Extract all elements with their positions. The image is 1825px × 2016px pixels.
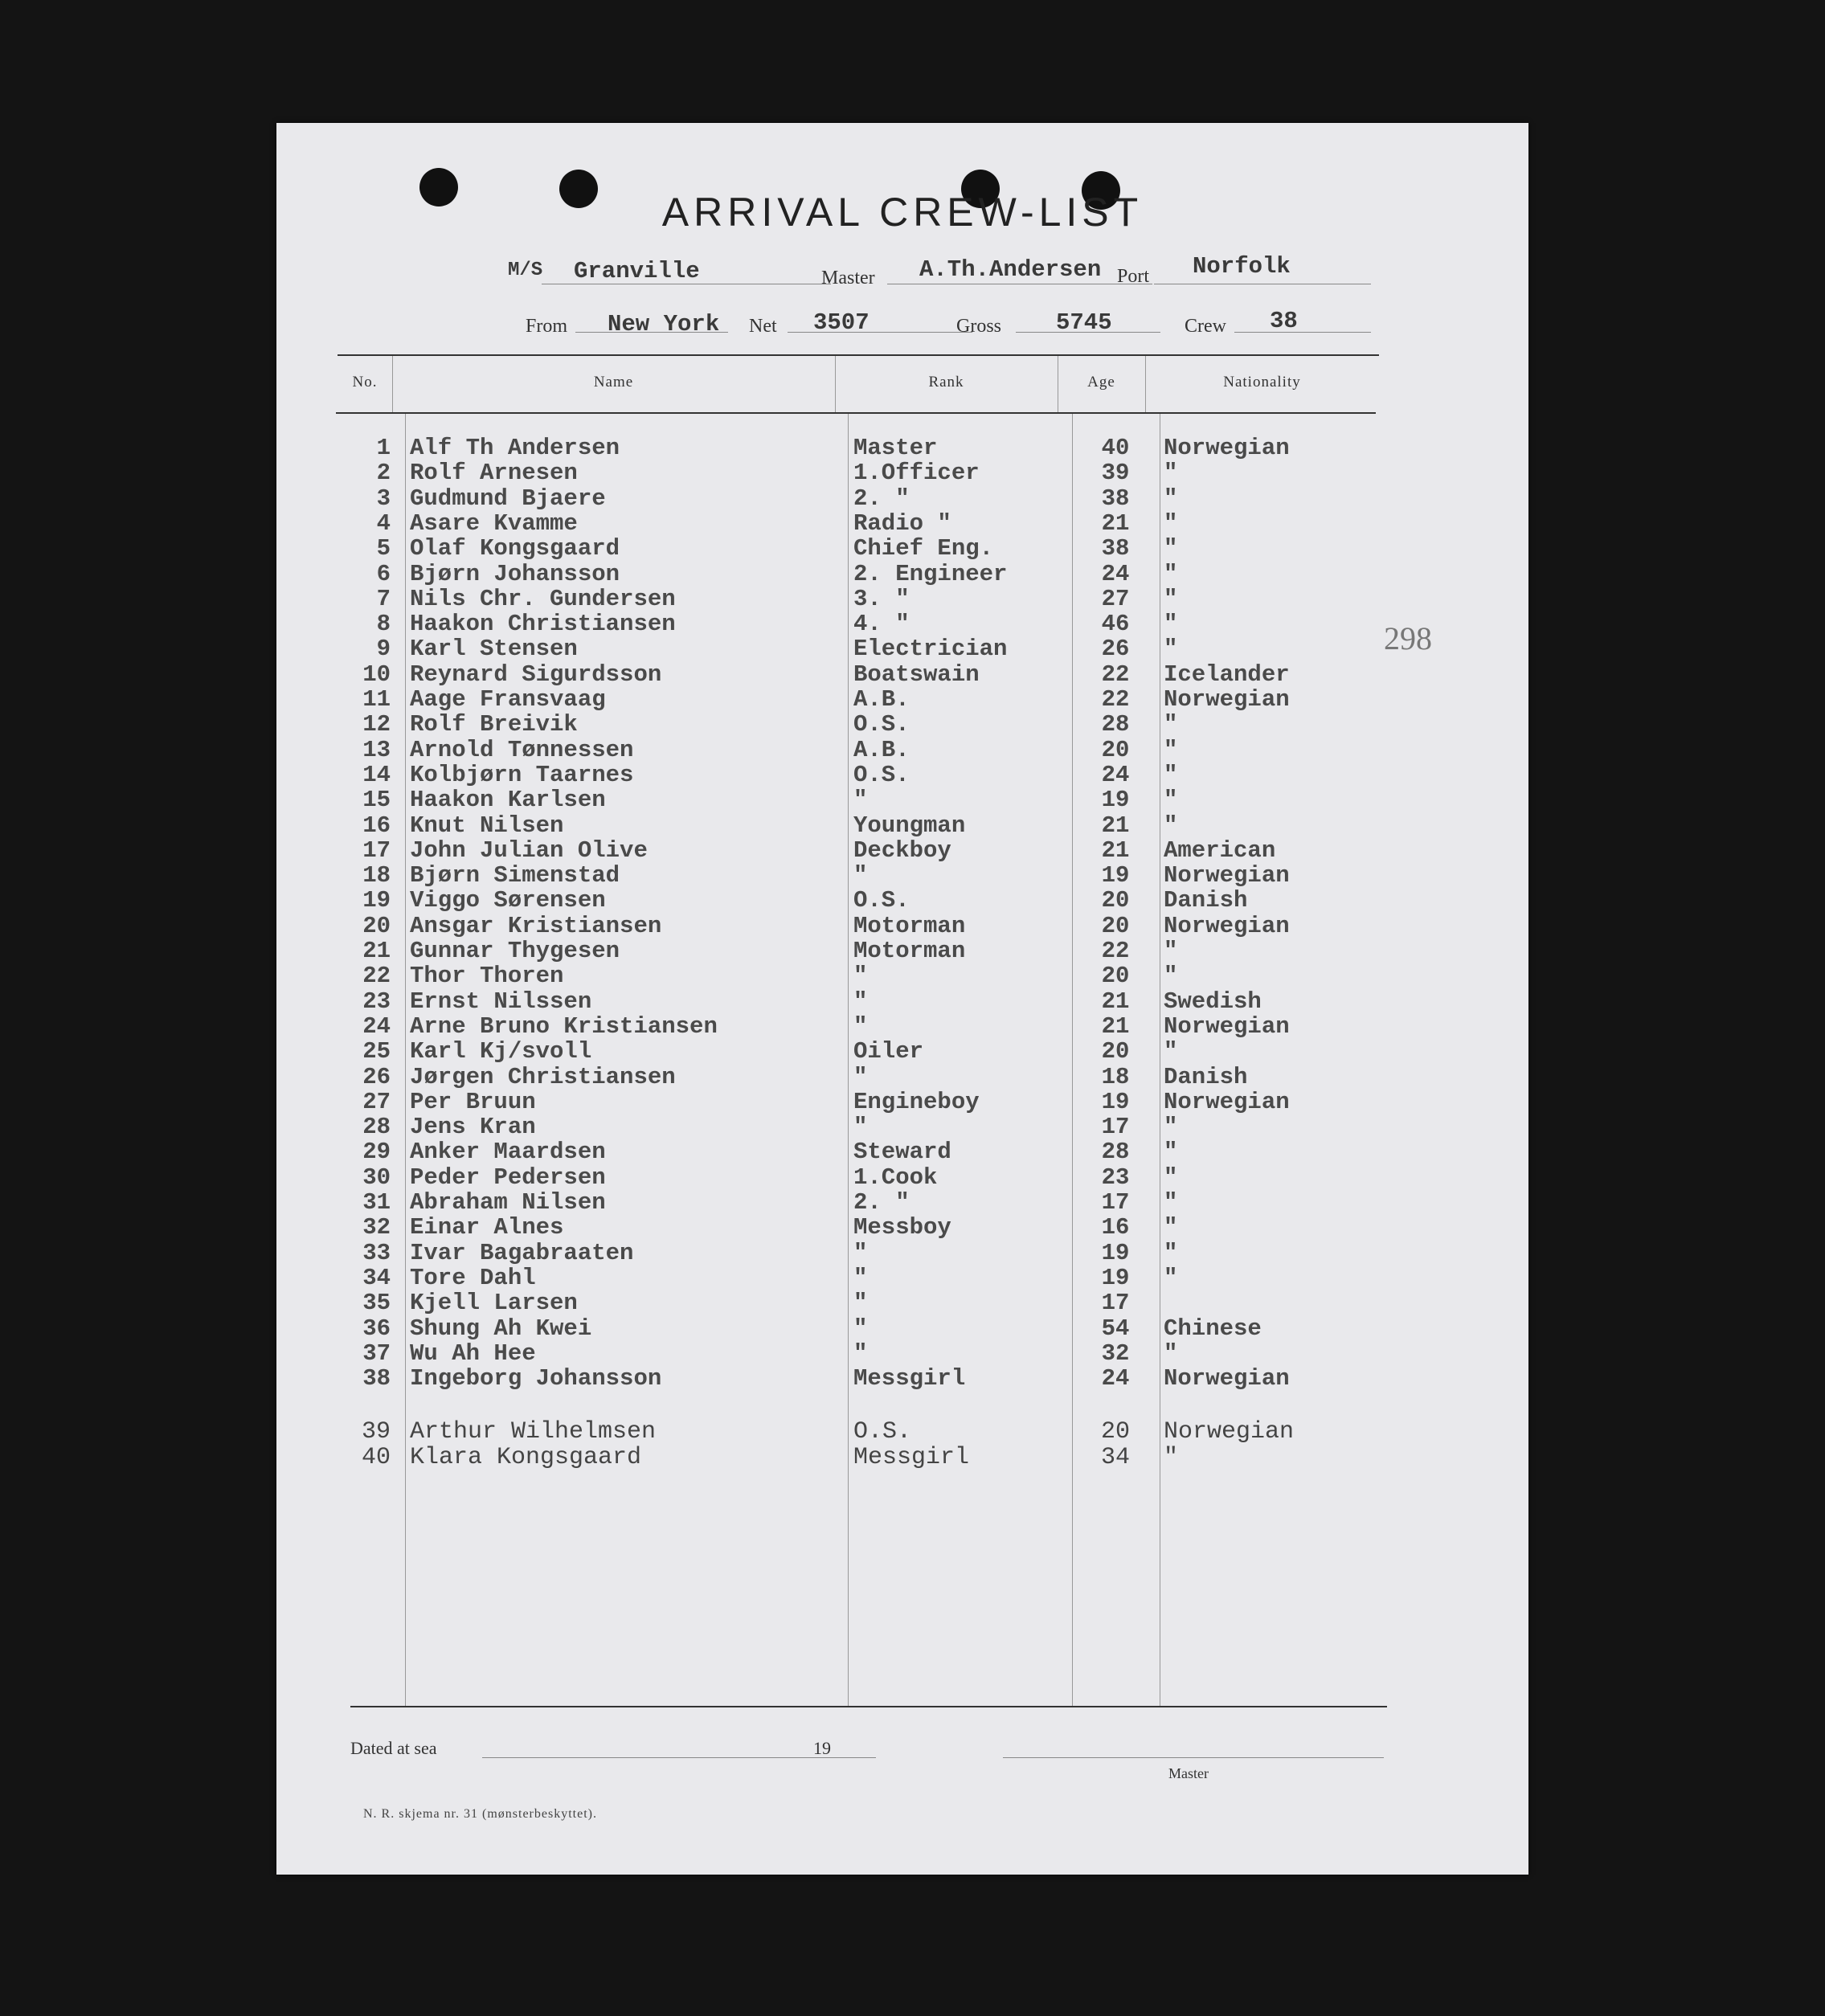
- column-header-rank: Rank: [928, 374, 964, 391]
- cell-nat: ": [1164, 1340, 1178, 1367]
- cell-no: 30: [362, 1164, 391, 1191]
- cell-rank: Messboy: [853, 1214, 951, 1241]
- cell-rank: A.B.: [853, 737, 910, 763]
- cell-name: Wu Ah Hee: [410, 1340, 536, 1367]
- cell-rank: O.S.: [853, 1418, 912, 1446]
- cell-name: Klara Kongsgaard: [410, 1444, 642, 1471]
- cell-nat: ": [1164, 561, 1178, 587]
- cell-no: 4: [376, 510, 391, 537]
- cell-rank: O.S.: [853, 711, 910, 738]
- cell-name: Gudmund Bjaere: [410, 485, 606, 512]
- cell-no: 23: [362, 988, 391, 1015]
- cell-age: 21: [1101, 988, 1130, 1015]
- cell-rank: 2. Engineer: [853, 561, 1008, 587]
- cell-no: 25: [362, 1038, 391, 1065]
- cell-age: 24: [1101, 561, 1130, 587]
- cell-nat: ": [1164, 1240, 1178, 1266]
- cell-name: Haakon Karlsen: [410, 787, 606, 813]
- cell-name: Per Bruun: [410, 1089, 536, 1115]
- cell-name: Anker Maardsen: [410, 1139, 606, 1165]
- cell-name: Shung Ah Kwei: [410, 1315, 592, 1342]
- cell-rank: ": [853, 862, 868, 889]
- cell-name: Alf Th Andersen: [410, 435, 620, 461]
- cell-nat: ": [1164, 611, 1178, 637]
- cell-rank: ": [853, 1114, 868, 1140]
- column-header-age: Age: [1087, 374, 1115, 391]
- cell-age: 23: [1101, 1164, 1130, 1191]
- cell-no: 39: [361, 1418, 391, 1446]
- cell-nat: ": [1164, 510, 1178, 537]
- cell-rank: 2. ": [853, 1189, 910, 1216]
- cell-age: 19: [1101, 1265, 1130, 1291]
- cell-no: 34: [362, 1265, 391, 1291]
- cell-no: 3: [376, 485, 391, 512]
- cell-rank: Engineboy: [853, 1089, 980, 1115]
- column-header-name: Name: [593, 374, 634, 391]
- page-stamp-number: 298: [1384, 620, 1432, 656]
- cell-name: Ivar Bagabraaten: [410, 1240, 634, 1266]
- cell-rank: A.B.: [853, 686, 910, 713]
- cell-rank: Youngman: [853, 812, 966, 839]
- cell-nat: ": [1164, 762, 1178, 788]
- cell-age: 20: [1101, 1038, 1130, 1065]
- column-divider: [1072, 414, 1073, 1706]
- form-title: ARRIVAL CREW-LIST: [661, 190, 1144, 235]
- cell-rank: Steward: [853, 1139, 951, 1165]
- cell-nat: Norwegian: [1164, 1089, 1290, 1115]
- cell-name: Abraham Nilsen: [410, 1189, 606, 1216]
- crew-list-form: [276, 123, 1528, 1875]
- net-tonnage: 3507: [813, 309, 870, 336]
- cell-age: 22: [1101, 938, 1130, 964]
- cell-nat: Norwegian: [1164, 435, 1290, 461]
- year-prefix: 19: [813, 1738, 831, 1758]
- cell-no: 20: [362, 913, 391, 939]
- cell-name: Arthur Wilhelmsen: [410, 1418, 657, 1446]
- cell-rank: O.S.: [853, 887, 910, 914]
- cell-no: 1: [376, 435, 391, 461]
- cell-name: Karl Stensen: [410, 636, 578, 662]
- cell-name: Olaf Kongsgaard: [410, 535, 620, 562]
- cell-nat: Danish: [1164, 887, 1248, 914]
- master-name: A.Th.Andersen: [919, 256, 1102, 283]
- cell-rank: ": [853, 1315, 868, 1342]
- cell-name: Gunnar Thygesen: [410, 938, 620, 964]
- cell-no: 32: [362, 1214, 391, 1241]
- cell-age: 46: [1101, 611, 1130, 637]
- cell-name: Ingeborg Johansson: [410, 1365, 662, 1392]
- cell-no: 35: [362, 1290, 391, 1316]
- cell-age: 21: [1101, 1013, 1130, 1040]
- cell-name: Ernst Nilssen: [410, 988, 592, 1015]
- cell-no: 18: [362, 862, 391, 889]
- cell-rank: ": [853, 1340, 868, 1367]
- cell-age: 28: [1101, 711, 1130, 738]
- cell-no: 16: [362, 812, 391, 839]
- cell-age: 19: [1101, 1240, 1130, 1266]
- cell-nat: ": [1164, 460, 1178, 486]
- signature-line: [1003, 1757, 1384, 1758]
- cell-age: 38: [1101, 485, 1130, 512]
- cell-age: 34: [1100, 1444, 1130, 1471]
- cell-name: Bjørn Simenstad: [410, 862, 620, 889]
- column-divider: [405, 414, 406, 1706]
- cell-no: 19: [362, 887, 391, 914]
- cell-nat: Norwegian: [1164, 913, 1290, 939]
- cell-no: 40: [361, 1444, 391, 1471]
- cell-rank: Chief Eng.: [853, 535, 994, 562]
- cell-nat: Norwegian: [1164, 686, 1290, 713]
- cell-nat: ": [1164, 1139, 1178, 1165]
- cell-no: 33: [362, 1240, 391, 1266]
- cell-nat: ": [1164, 1114, 1178, 1140]
- cell-rank: ": [853, 1265, 868, 1291]
- cell-nat: Icelander: [1164, 661, 1290, 688]
- cell-no: 22: [362, 963, 391, 989]
- cell-age: 20: [1101, 963, 1130, 989]
- crew-count: 38: [1270, 308, 1298, 334]
- cell-name: John Julian Olive: [410, 837, 648, 864]
- cell-rank: ": [853, 963, 868, 989]
- cell-age: 21: [1101, 812, 1130, 839]
- cell-nat: ": [1164, 787, 1178, 813]
- from-label: From: [526, 316, 568, 337]
- cell-no: 37: [362, 1340, 391, 1367]
- cell-rank: O.S.: [853, 762, 910, 788]
- cell-no: 38: [362, 1365, 391, 1392]
- cell-no: 17: [362, 837, 391, 864]
- cell-rank: ": [853, 1064, 868, 1090]
- cell-name: Arne Bruno Kristiansen: [410, 1013, 718, 1040]
- cell-no: 31: [362, 1189, 391, 1216]
- cell-nat: Chinese: [1164, 1315, 1262, 1342]
- cell-age: 20: [1101, 913, 1130, 939]
- vessel-name: Granville: [574, 258, 700, 284]
- cell-rank: 1.Cook: [853, 1164, 938, 1191]
- cell-rank: 3. ": [853, 586, 910, 612]
- table-top-rule: [338, 354, 1379, 356]
- cell-rank: ": [853, 1240, 868, 1266]
- vessel-prefix: M/S: [508, 260, 543, 281]
- cell-rank: Messgirl: [853, 1444, 970, 1471]
- cell-rank: ": [853, 1290, 868, 1316]
- cell-nat: Danish: [1164, 1064, 1248, 1090]
- cell-no: 26: [362, 1064, 391, 1090]
- cell-rank: Master: [853, 435, 938, 461]
- cell-age: 17: [1101, 1290, 1130, 1316]
- cell-nat: Norwegian: [1164, 862, 1290, 889]
- column-header-no: No.: [352, 374, 378, 391]
- table-header-rule: [336, 412, 1376, 414]
- cell-name: Peder Pedersen: [410, 1164, 606, 1191]
- cell-name: Haakon Christiansen: [410, 611, 676, 637]
- cell-age: 22: [1101, 686, 1130, 713]
- cell-age: 19: [1101, 787, 1130, 813]
- cell-nat: ": [1164, 1444, 1179, 1471]
- cell-rank: 2. ": [853, 485, 910, 512]
- cell-age: 19: [1101, 1089, 1130, 1115]
- cell-name: Asare Kvamme: [410, 510, 578, 537]
- table-bottom-rule: [350, 1706, 1387, 1707]
- cell-rank: Motorman: [853, 913, 966, 939]
- cell-age: 54: [1101, 1315, 1130, 1342]
- cell-name: Karl Kj/svoll: [410, 1038, 592, 1065]
- cell-nat: ": [1164, 1164, 1178, 1191]
- cell-no: 5: [376, 535, 391, 562]
- cell-nat: Swedish: [1164, 988, 1262, 1015]
- cell-nat: ": [1164, 1265, 1178, 1291]
- cell-rank: Oiler: [853, 1038, 924, 1065]
- cell-name: Einar Alnes: [410, 1214, 564, 1241]
- cell-age: 40: [1101, 435, 1130, 461]
- cell-nat: ": [1164, 1189, 1178, 1216]
- column-header-nationality: Nationality: [1223, 374, 1301, 391]
- cell-age: 28: [1101, 1139, 1130, 1165]
- from-port: New York: [608, 311, 720, 337]
- cell-nat: ": [1164, 938, 1178, 964]
- cell-name: Rolf Arnesen: [410, 460, 578, 486]
- cell-no: 9: [376, 636, 391, 662]
- cell-no: 15: [362, 787, 391, 813]
- cell-rank: Boatswain: [853, 661, 980, 688]
- cell-age: 16: [1101, 1214, 1130, 1241]
- cell-name: Jørgen Christiansen: [410, 1064, 676, 1090]
- cell-age: 20: [1101, 887, 1130, 914]
- dated-at-sea-label: Dated at sea: [350, 1738, 437, 1758]
- cell-name: Kolbjørn Taarnes: [410, 762, 634, 788]
- cell-age: 17: [1101, 1189, 1130, 1216]
- cell-no: 14: [362, 762, 391, 788]
- cell-name: Reynard Sigurdsson: [410, 661, 662, 688]
- master-label: Master: [821, 268, 875, 288]
- cell-nat: ": [1164, 963, 1178, 989]
- cell-rank: Messgirl: [853, 1365, 966, 1392]
- cell-name: Rolf Breivik: [410, 711, 578, 738]
- cell-age: 21: [1101, 510, 1130, 537]
- form-reference-note: N. R. skjema nr. 31 (mønsterbeskyttet).: [363, 1807, 597, 1821]
- cell-nat: ": [1164, 535, 1178, 562]
- cell-rank: ": [853, 787, 868, 813]
- cell-no: 12: [362, 711, 391, 738]
- cell-name: Tore Dahl: [410, 1265, 536, 1291]
- cell-rank: Electrician: [853, 636, 1008, 662]
- cell-nat: American: [1164, 837, 1276, 864]
- cell-age: 27: [1101, 586, 1130, 612]
- cell-name: Aage Fransvaag: [410, 686, 606, 713]
- cell-no: 21: [362, 938, 391, 964]
- cell-nat: ": [1164, 485, 1178, 512]
- cell-rank: Deckboy: [853, 837, 951, 864]
- cell-rank: Radio ": [853, 510, 951, 537]
- cell-no: 7: [376, 586, 391, 612]
- cell-age: 17: [1101, 1114, 1130, 1140]
- cell-name: Kjell Larsen: [410, 1290, 578, 1316]
- cell-nat: ": [1164, 812, 1178, 839]
- cell-nat: ": [1164, 1214, 1178, 1241]
- cell-age: 24: [1101, 762, 1130, 788]
- net-label: Net: [749, 316, 777, 337]
- port-name: Norfolk: [1193, 253, 1291, 280]
- cell-name: Viggo Sørensen: [410, 887, 606, 914]
- cell-name: Arnold Tønnessen: [410, 737, 634, 763]
- cell-age: 22: [1101, 661, 1130, 688]
- cell-no: 6: [376, 561, 391, 587]
- cell-rank: 4. ": [853, 611, 910, 637]
- cell-age: 20: [1100, 1418, 1130, 1446]
- cell-no: 24: [362, 1013, 391, 1040]
- cell-nat: ": [1164, 636, 1178, 662]
- cell-age: 18: [1101, 1064, 1130, 1090]
- cell-age: 39: [1101, 460, 1130, 486]
- column-divider: [848, 414, 849, 1706]
- crew-label: Crew: [1185, 316, 1226, 337]
- cell-rank: Motorman: [853, 938, 966, 964]
- cell-rank: ": [853, 1013, 868, 1040]
- master-signature-label: Master: [1168, 1765, 1209, 1781]
- cell-age: 32: [1101, 1340, 1130, 1367]
- cell-nat: ": [1164, 1038, 1178, 1065]
- cell-no: 36: [362, 1315, 391, 1342]
- cell-nat: Norwegian: [1164, 1013, 1290, 1040]
- cell-name: Ansgar Kristiansen: [410, 913, 662, 939]
- cell-name: Knut Nilsen: [410, 812, 564, 839]
- cell-nat: ": [1164, 737, 1178, 763]
- cell-age: 19: [1101, 862, 1130, 889]
- cell-no: 27: [362, 1089, 391, 1115]
- cell-name: Bjørn Johansson: [410, 561, 620, 587]
- cell-no: 11: [362, 686, 391, 713]
- cell-name: Nils Chr. Gundersen: [410, 586, 676, 612]
- cell-name: Thor Thoren: [410, 963, 564, 989]
- cell-no: 13: [362, 737, 391, 763]
- cell-no: 2: [376, 460, 391, 486]
- cell-no: 28: [362, 1114, 391, 1140]
- crew-underline: [1234, 332, 1371, 333]
- cell-nat: Norwegian: [1164, 1418, 1295, 1446]
- cell-rank: 1.Officer: [853, 460, 980, 486]
- cell-name: Jens Kran: [410, 1114, 536, 1140]
- cell-age: 20: [1101, 737, 1130, 763]
- cell-age: 26: [1101, 636, 1130, 662]
- cell-no: 8: [376, 611, 391, 637]
- gross-tonnage: 5745: [1056, 309, 1112, 336]
- cell-rank: ": [853, 988, 868, 1015]
- cell-no: 10: [362, 661, 391, 688]
- cell-age: 38: [1101, 535, 1130, 562]
- cell-nat: ": [1164, 711, 1178, 738]
- cell-age: 21: [1101, 837, 1130, 864]
- cell-age: 24: [1101, 1365, 1130, 1392]
- cell-no: 29: [362, 1139, 391, 1165]
- cell-nat: ": [1164, 586, 1178, 612]
- port-label: Port: [1117, 266, 1150, 287]
- gross-label: Gross: [956, 316, 1002, 337]
- cell-nat: Norwegian: [1164, 1365, 1290, 1392]
